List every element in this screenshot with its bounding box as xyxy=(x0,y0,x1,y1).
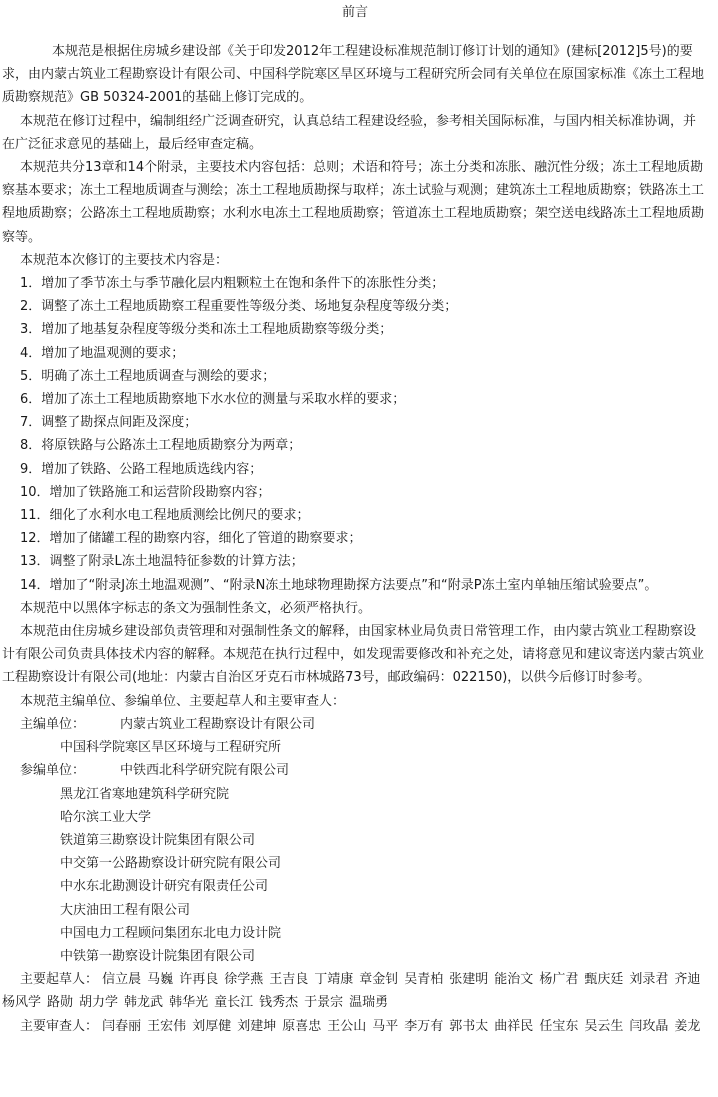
person-name: 于景宗 xyxy=(304,995,344,1011)
person-name: 李万有 xyxy=(404,1018,444,1034)
contents-paragraph: 本规范共分13章和14个附录，主要技术内容包括：总则；术语和符号；冻土分类和冻胀、融沉性分级；冻土工程地质勘察基本要求；冻土工程地质调查与测绘；冻土工程地质勘探与取样；冻土试验与观测；建筑冻土工程地质勘察；铁路冻土工程地质勘察；公路冻土工程地质勘察；水利水电冻土工程地质勘察；管道冻土工程地质勘察；架空送电线路冻土工程地质勘察等。 xyxy=(2,160,705,245)
person-name: 路勋 xyxy=(47,995,74,1011)
revision-item: 7．调整了勘探点间距及深度； xyxy=(20,415,198,431)
person-name: 能治文 xyxy=(494,972,534,988)
revision-item: 12．增加了储罐工程的勘察内容，细化了管道的勘察要求； xyxy=(20,531,362,547)
person-name: 马巍 xyxy=(147,972,174,988)
person-name: 刘建坤 xyxy=(237,1018,277,1034)
person-name: 胡力学 xyxy=(79,995,119,1011)
chief-units xyxy=(2,713,708,736)
person-name: 王宏伟 xyxy=(147,1018,187,1034)
unit-name: 内蒙古筑业工程勘察设计有限公司 xyxy=(120,716,316,732)
person-name: 许再良 xyxy=(179,972,219,988)
spacer xyxy=(2,26,708,40)
revision-list xyxy=(2,272,708,597)
person-name: 曲祥民 xyxy=(494,1018,534,1034)
unit-name: 中铁第一勘察设计院集团有限公司 xyxy=(60,948,256,964)
person-name: 吴云生 xyxy=(584,1018,624,1034)
chief-units-label: 主编单位： xyxy=(20,716,86,732)
participating-units xyxy=(2,759,708,782)
reviewers xyxy=(2,1015,708,1038)
person-name: 郭书太 xyxy=(449,1018,489,1034)
person-name: 杨风学 xyxy=(2,995,42,1011)
revision-item: 10．增加了铁路施工和运营阶段勘察内容； xyxy=(20,484,271,500)
page-title: 前言 xyxy=(341,5,368,20)
drafters-label: 主要起草人： xyxy=(20,972,99,988)
person-name: 姜龙 xyxy=(674,1018,701,1034)
participating-units-label: 参编单位： xyxy=(20,763,86,779)
unit-name: 中国科学院寒区旱区环境与工程研究所 xyxy=(60,740,282,756)
person-name: 吴青柏 xyxy=(404,972,444,988)
unit-name: 铁道第三勘察设计院集团有限公司 xyxy=(60,832,256,848)
person-name: 韩龙武 xyxy=(124,995,164,1011)
person-name: 闫玫晶 xyxy=(629,1018,669,1034)
person-name: 王吉良 xyxy=(269,972,309,988)
person-name: 刘录君 xyxy=(629,972,669,988)
person-name: 齐迪 xyxy=(674,972,701,988)
person-name: 徐学燕 xyxy=(224,972,264,988)
revision-item: 3．增加了地基复杂程度等级分类和冻土工程地质勘察等级分类； xyxy=(20,322,393,338)
revision-item: 8．将原铁路与公路冻土工程地质勘察分为两章； xyxy=(20,438,302,454)
revision-item: 14．增加了“附录J冻土地温观测”、“附录N冻土地球物理勘探方法要点”和“附录P冻土室内单轴压缩试验要点”。 xyxy=(20,577,658,593)
units-intro: 本规范主编单位、参编单位、主要起草人和主要审查人： xyxy=(20,693,346,709)
unit-name: 大庆油田工程有限公司 xyxy=(60,902,191,918)
person-name: 童长江 xyxy=(214,995,254,1011)
management-paragraph: 本规范由住房城乡建设部负责管理和对强制性条文的解释，由国家林业局负责日常管理工作，由内蒙古筑业工程勘察设计有限公司负责具体技术内容的解释。本规范在执行过程中，如发现需要修改和补充之处，请将意见和建议寄送内蒙古筑业工程勘察设计有限公司(地址：内蒙古自治区牙克石市林城路73号，邮政编码：022150)，以供今后修订时参考。 xyxy=(2,624,705,686)
reviewers-label: 主要审查人： xyxy=(20,1018,99,1034)
person-name: 王公山 xyxy=(327,1018,367,1034)
unit-name: 哈尔滨工业大学 xyxy=(60,809,152,825)
chief-units-names xyxy=(120,713,708,736)
revision-item: 6．增加了冻土工程地质勘察地下水水位的测量与采取水样的要求； xyxy=(20,392,406,408)
person-name: 任宝东 xyxy=(539,1018,579,1034)
person-name: 原喜忠 xyxy=(282,1018,322,1034)
unit-name: 中国电力工程顾问集团东北电力设计院 xyxy=(60,925,282,941)
person-name: 韩华光 xyxy=(169,995,209,1011)
participating-units-names xyxy=(120,759,708,782)
person-name: 张建明 xyxy=(449,972,489,988)
intro-paragraph: 本规范是根据住房城乡建设部《关于印发2012年工程建设标准规范制订修订计划的通知》(建标[2012]5号)的要求，由内蒙古筑业工程勘察设计有限公司、中国科学院寒区旱区环境与工程研究所会同有关单位在原国家标准《冻土工程地质勘察规范》GB 50324-2001的基础上修订完成的。 xyxy=(2,44,705,106)
process-paragraph: 本规范在修订过程中，编制组经广泛调查研究，认真总结工程建设经验，参考相关国际标准，与国内相关标准协调，并在广泛征求意见的基础上，最后经审查定稿。 xyxy=(2,113,697,152)
revision-item: 11．细化了水利水电工程地质测绘比例尺的要求； xyxy=(20,508,310,524)
person-name: 闫春丽 xyxy=(102,1018,142,1034)
mandatory-paragraph: 本规范中以黑体字标志的条文为强制性条文，必须严格执行。 xyxy=(20,600,372,616)
person-name: 信立晨 xyxy=(102,972,142,988)
revision-item: 1．增加了季节冻土与季节融化层内粗颗粒土在饱和条件下的冻胀性分类； xyxy=(20,276,445,292)
revision-item: 2．调整了冻土工程地质勘察工程重要性等级分类、场地复杂程度等级分类； xyxy=(20,299,458,315)
revision-item: 9．增加了铁路、公路工程地质选线内容； xyxy=(20,461,263,477)
unit-name: 中水东北勘测设计研究有限责任公司 xyxy=(60,879,269,895)
person-name: 杨广君 xyxy=(539,972,579,988)
person-name: 钱秀杰 xyxy=(259,995,299,1011)
person-name: 温瑞勇 xyxy=(349,995,389,1011)
person-name: 刘厚健 xyxy=(192,1018,232,1034)
drafters xyxy=(2,968,708,1014)
person-name: 甄庆廷 xyxy=(584,972,624,988)
revision-item: 5．明确了冻土工程地质调查与测绘的要求； xyxy=(20,368,276,384)
revision-intro: 本规范本次修订的主要技术内容是： xyxy=(20,252,229,268)
revision-item: 4．增加了地温观测的要求； xyxy=(20,345,185,361)
unit-name: 中铁西北科学研究院有限公司 xyxy=(120,763,290,779)
unit-name: 中交第一公路勘察设计研究院有限公司 xyxy=(60,856,282,872)
person-name: 丁靖康 xyxy=(314,972,354,988)
unit-name: 黑龙江省寒地建筑科学研究院 xyxy=(60,786,230,802)
person-name: 章金钊 xyxy=(359,972,399,988)
revision-item: 13．调整了附录L冻土地温特征参数的计算方法； xyxy=(20,554,304,570)
person-name: 马平 xyxy=(372,1018,399,1034)
